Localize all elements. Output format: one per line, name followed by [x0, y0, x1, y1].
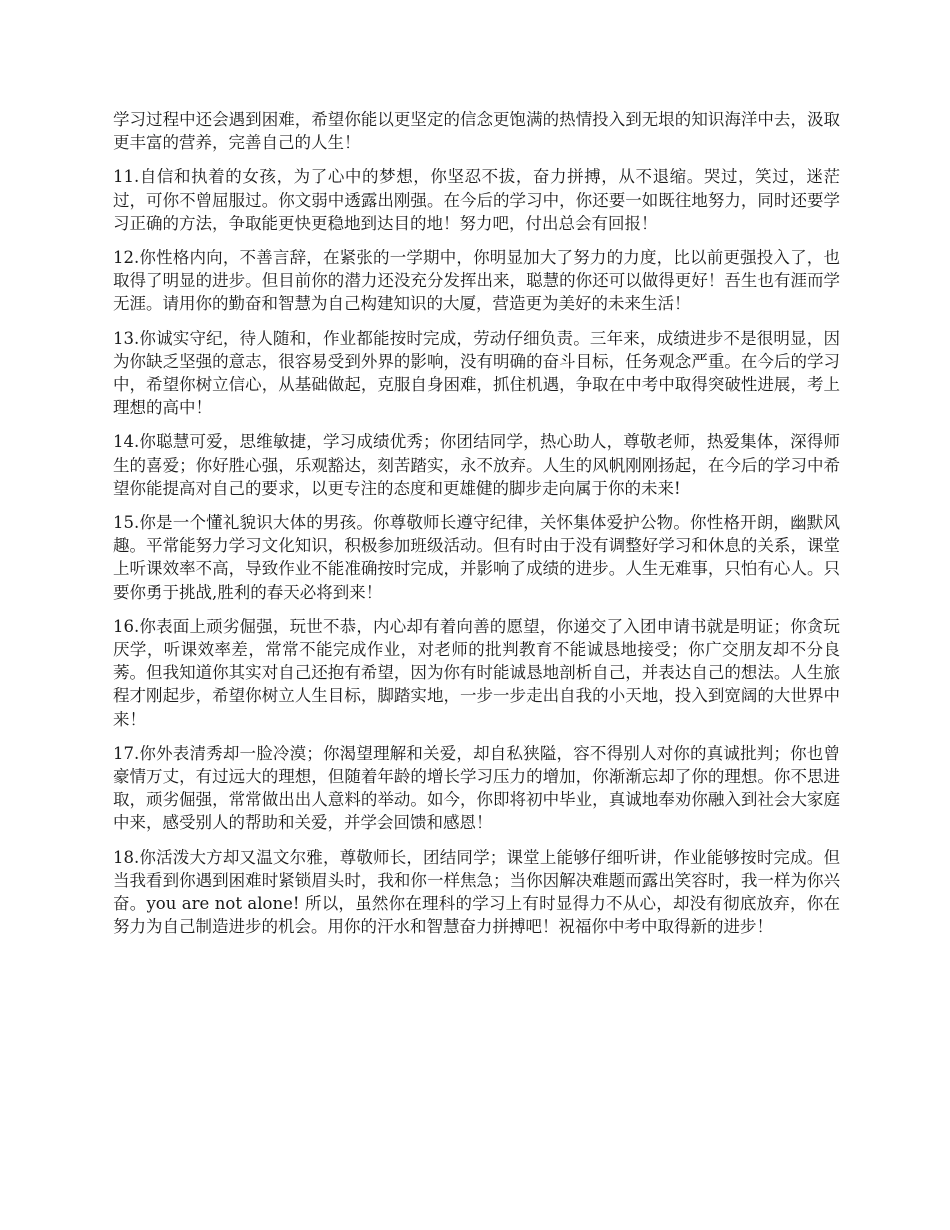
paragraph-comment-15: 15.你是一个懂礼貌识大体的男孩。你尊敬师长遵守纪律，关怀集体爱护公物。你性格开朗，幽默风趣。平常能努力学习文化知识，积极参加班级活动。但有时由于没有调整好学习和休息的关系，课堂上听课效率不高，导致作业不能准确按时完成，并影响了成绩的进步。人生无难事，只怕有心人。只要你勇于挑战,胜利的春天必将到来！	[113, 513, 840, 602]
paragraph-comment-18: 18.你活泼大方却又温文尔雅，尊敬师长，团结同学；课堂上能够仔细听讲，作业能够按时完成。但当我看到你遇到困难时紧锁眉头时，我和你一样焦急；当你因解决难题而露出笑容时，我一样为你兴奋。you are not alone! 所以，虽然你在理科的学习上有时显得力不从心，却没有彻底放弃，你在努力为自己制造进步的机会。用你的汗水和智慧奋力拼搏吧！祝福你中考中取得新的进步！	[113, 847, 840, 937]
paragraph-comment-12: 12.你性格内向，不善言辞，在紧张的一学期中，你明显加大了努力的力度，比以前更强投入了，也取得了明显的进步。但目前你的潜力还没充分发挥出来，聪慧的你还可以做得更好！吾生也有涯而学无涯。请用你的勤奋和智慧为自己构建知识的大厦，营造更为美好的未来生活！	[113, 248, 840, 314]
paragraph-comment-11: 11.自信和执着的女孩，为了心中的梦想，你坚忍不拔，奋力拼搏，从不退缩。哭过，笑过，迷茫过，可你不曾屈服过。你文弱中透露出刚强。在今后的学习中，你还要一如既往地努力，同时还要学习正确的方法，争取能更快更稳地到达目的地！努力吧，付出总会有回报！	[113, 167, 840, 233]
paragraph-continuation: 学习过程中还会遇到困难，希望你能以更坚定的信念更饱满的热情投入到无垠的知识海洋中去，汲取更丰富的营养，完善自己的人生！	[113, 110, 840, 153]
paragraph-comment-17: 17.你外表清秀却一脸冷漠；你渴望理解和关爱，却自私狭隘，容不得别人对你的真诚批判；你也曾豪情万丈，有过远大的理想，但随着年龄的增长学习压力的增加，你渐渐忘却了你的理想。你不思进取，顽劣倔强，常常做出出人意料的举动。如今，你即将初中毕业，真诚地奉劝你融入到社会大家庭中来，感受别人的帮助和关爱，并学会回馈和感恩！	[113, 743, 840, 833]
paragraph-comment-16: 16.你表面上顽劣倔强，玩世不恭，内心却有着向善的愿望，你递交了入团申请书就是明证；你贪玩厌学，听课效率差，常常不能完成作业，对老师的批判教育不能诚恳地接受；你广交朋友却不分良莠。但我知道你其实对自己还抱有希望，因为你有时能诚恳地剖析自己，并表达自己的想法。人生旅程才刚起步，希望你树立人生目标，脚踏实地，一步一步走出自我的小天地，投入到宽阔的大世界中来！	[113, 616, 840, 729]
paragraph-comment-13: 13.你诚实守纪，待人随和，作业都能按时完成，劳动仔细负责。三年来，成绩进步不是很明显，因为你缺乏坚强的意志，很容易受到外界的影响，没有明确的奋斗目标，任务观念严重。在今后的学习中，希望你树立信心，从基础做起，克服自身困难，抓住机遇，争取在中考中取得突破性进展，考上理想的高中！	[113, 328, 840, 418]
paragraph-comment-14: 14.你聪慧可爱，思维敏捷，学习成绩优秀；你团结同学，热心助人，尊敬老师，热爱集体，深得师生的喜爱；你好胜心强，乐观豁达，刻苦踏实，永不放弃。人生的风帆刚刚扬起，在今后的学习中希望你能提高对自己的要求，以更专注的态度和更雄健的脚步走向属于你的未来!	[113, 432, 840, 498]
document-body	[113, 108, 840, 950]
